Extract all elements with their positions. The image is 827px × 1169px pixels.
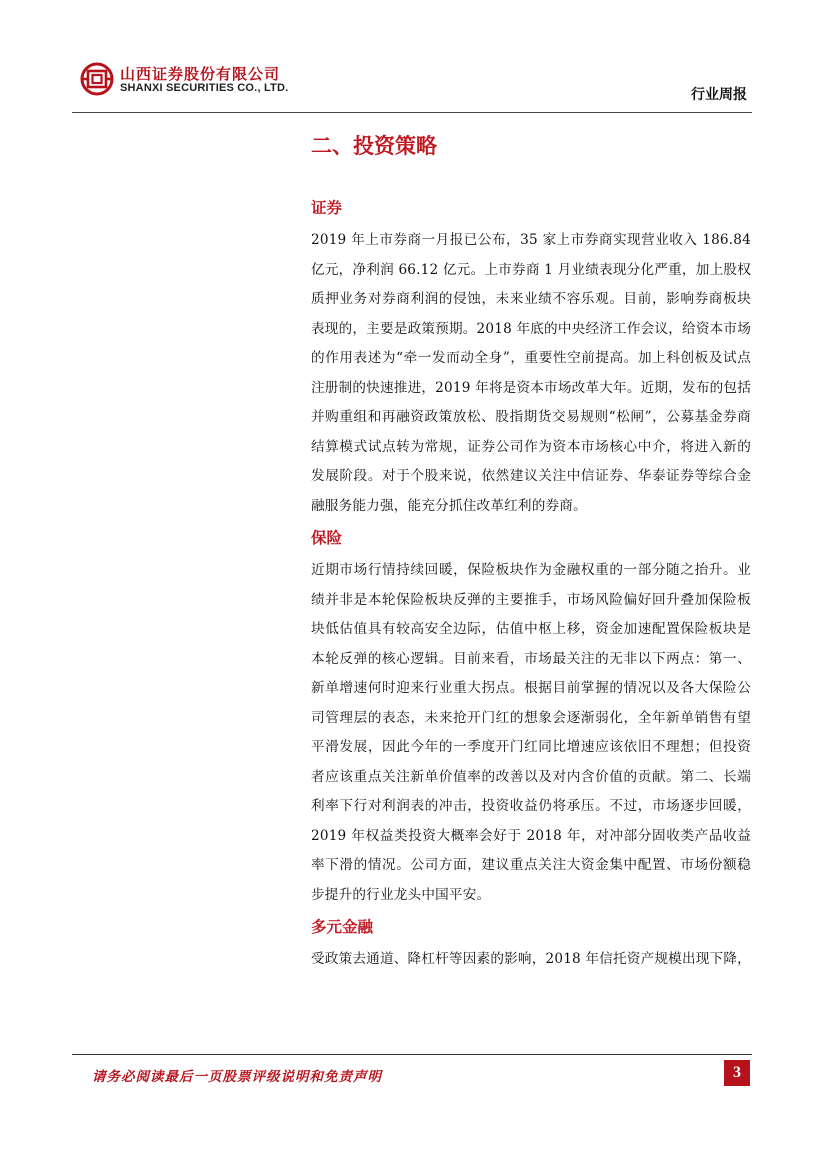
disclaimer-text: 请务必阅读最后一页股票评级说明和免责声明 (92, 1069, 382, 1085)
main-content (311, 120, 751, 975)
company-name-en: SHANXI SECURITIES CO., LTD. (120, 82, 289, 94)
subsection-insurance (311, 526, 751, 910)
header-divider (72, 112, 752, 113)
subsection-diversified-finance (311, 915, 751, 975)
shanxi-securities-logo-icon (80, 62, 114, 96)
subsection-paragraph: 近期市场行情持续回暖，保险板块作为金融权重的一部分随之抬升。业绩并非是本轮保险板块反弹的主要推手，市场风险偏好回升叠加保险板块低估值具有较高安全边际，估值中枢上移，资金加速配置保险板块是本轮反弹的核心逻辑。目前来看，市场最关注的无非以下两点：第一、新单增速何时迎来行业重大拐点。根据目前掌握的情况以及各大保险公司管理层的表态，未来抢开门红的想象会逐渐弱化，全年新单销售有望平滑发展，因此今年的一季度开门红同比增速应该依旧不理想；但投资者应该重点关注新单价值率的改善以及对内含价值的贡献。第二、长端利率下行对利润表的冲击，投资收益仍将承压。不过，市场逐步回暖，2019 年权益类投资大概率会好于 2018 年，对冲部分固收类产品收益率下滑的情况。公司方面，建议重点关注大资金集中配置、市场份额稳步提升的行业龙头中国平安。 (311, 562, 751, 903)
page-number: 3 (724, 1060, 750, 1086)
subsection-title: 多元金融 (311, 918, 374, 936)
company-name-cn: 山西证券股份有限公司 (120, 65, 281, 83)
subsection-securities (311, 196, 751, 521)
subsection-paragraph: 2019 年上市券商一月报已公布，35 家上市券商实现营业收入 186.84 亿元，净利润 66.12 亿元。上市券商 1 月业绩表现分化严重，加上股权质押业务对券商利润的侵蚀，未来业绩不容乐观。目前，影响券商板块表现的，主要是政策预期。2018 年底的中央经济工作会议，给资本市场的作用表述为“牵一发而动全身”，重要性空前提高。加上科创板及试点注册制的快速推进，2019 年将是资本市场改革大年。近期，发布的包括并购重组和再融资政策放松、股指期货交易规则“松闸”，公募基金券商结算模式试点转为常规，证券公司作为资本市场核心中介，将进入新的发展阶段。对于个股来说，依然建议关注中信证券、华泰证券等综合金融服务能力强，能充分抓住改革红利的券商。 (311, 232, 751, 514)
page-header (0, 0, 827, 115)
footer-divider (72, 1054, 752, 1055)
subsection-title: 保险 (311, 529, 343, 547)
subsection-title: 证券 (311, 199, 343, 217)
section-title: 二、投资策略 (311, 134, 437, 158)
subsection-paragraph: 受政策去通道、降杠杆等因素的影响，2018 年信托资产规模出现下降， (311, 951, 751, 967)
spacer (311, 166, 751, 196)
report-type-label: 行业周报 (691, 87, 747, 103)
